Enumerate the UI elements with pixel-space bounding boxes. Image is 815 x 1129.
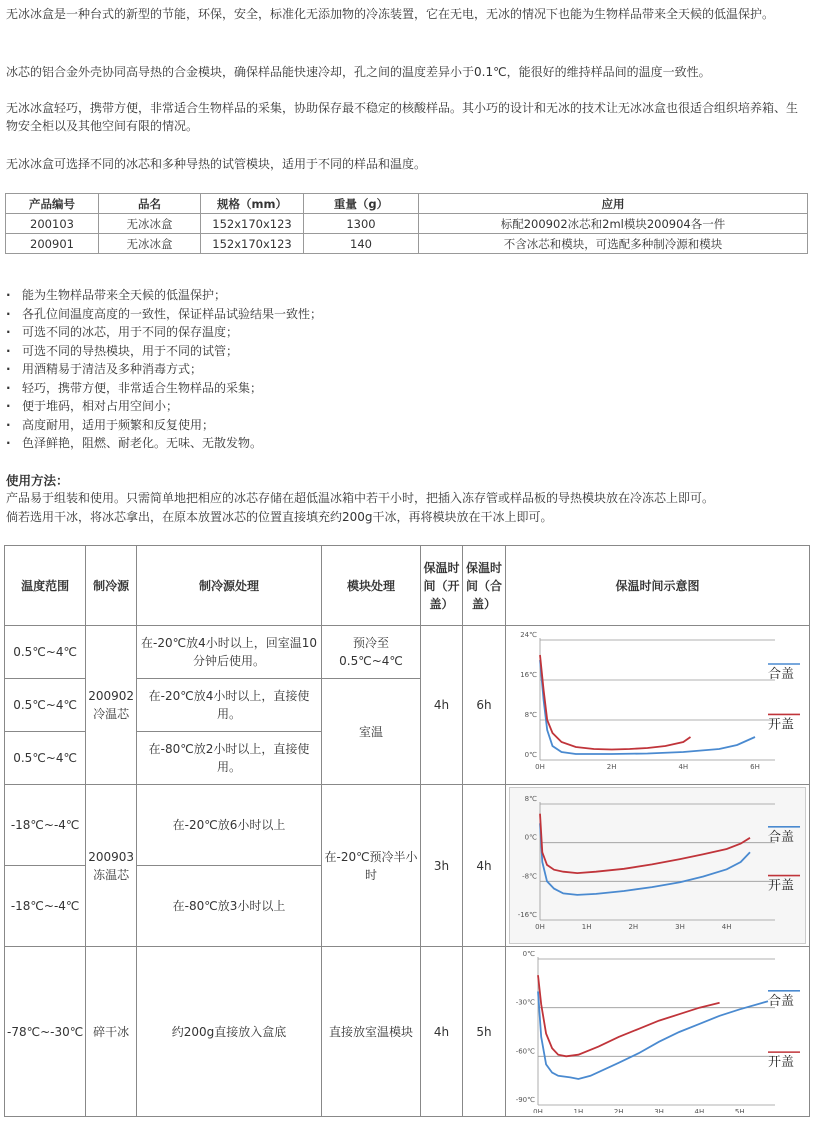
x-tick-label: 5H [734,1107,745,1113]
usage-title: 使用方法： [6,473,69,488]
legend-label: 合盖 [768,829,795,845]
y-tick-label: 8℃ [524,795,538,803]
spec-cell: 140 [304,234,419,254]
cooling-header: 保温时间（开盖） [421,546,463,626]
y-tick-label: -30℃ [515,998,536,1007]
feature-item: · 各孔位间温度高度的一致性，保证样品试验结果一致性； [6,305,322,324]
module-treatment-cell: 室温 [322,679,421,785]
x-tick-label: 3H [654,1107,664,1113]
spec-header: 品名 [99,194,201,214]
temp-range-cell: 0.5℃~4℃ [5,626,86,679]
temp-range-cell: -78℃~-30℃ [5,947,86,1117]
series-line-closed [540,660,755,754]
feature-item: · 便于堆码，相对占用空间小； [6,397,322,416]
y-tick-label: -60℃ [515,1046,536,1055]
temp-range-cell: 0.5℃~4℃ [5,732,86,785]
legend-label: 合盖 [768,666,795,682]
x-tick-label: 4H [694,1107,705,1113]
legend-label: 开盖 [768,716,795,732]
x-tick-label: 0H [533,1107,543,1113]
usage-line-2: 倘若选用干冰，将冰芯拿出，在原本放置冰芯的位置直接填充约200g干冰，再将模块放在干冰上即可。 [6,510,553,524]
feature-item: · 能为生物样品带来全天候的低温保护； [6,286,322,305]
legend-label: 开盖 [768,878,795,894]
feature-item: · 可选不同的冰芯，用于不同的保存温度； [6,323,322,342]
open-time-cell: 4h [421,947,463,1117]
spec-cell: 152x170x123 [201,214,304,234]
y-tick-label: 0℃ [524,833,538,842]
spec-cell: 200901 [6,234,99,254]
y-tick-label: -16℃ [517,911,538,919]
x-tick-label: 2H [613,1107,624,1113]
spec-cell: 200103 [6,214,99,234]
spec-cell: 不含冰芯和模块，可选配多种制冷源和模块 [419,234,808,254]
series-line-open [538,975,720,1056]
cooling-header: 制冷源 [86,546,137,626]
temp-range-cell: -18℃~-4℃ [5,785,86,866]
legend-label: 开盖 [768,1054,795,1070]
cooling-header: 温度范围 [5,546,86,626]
y-tick-label: -90℃ [515,1095,536,1104]
spec-cell: 无冰冰盒 [99,214,201,234]
module-treatment-cell: 预冷至 0.5℃~4℃ [322,626,421,679]
y-tick-label: 8℃ [524,710,538,719]
x-tick-label: 3H [675,923,685,931]
spec-header: 规格（mm） [201,194,304,214]
intro-paragraph-3: 无冰冰盒轻巧，携带方便，非常适合生物样品的采集，协助保存最不稳定的核酸样品。其小巧的设计和无冰的技术让无冰冰盒也很适合组织培养箱、生物安全柜以及其他空间有限的情况。 [6,101,799,133]
source-treatment-cell: 在-20℃放4小时以上，回室温10分钟后使用。 [137,626,322,679]
series-line-closed [540,823,750,895]
source-treatment-cell: 在-80℃放3小时以上 [137,866,322,947]
feature-item: · 色泽鲜艳，阻燃、耐老化。无味、无散发物。 [6,434,322,453]
open-time-cell: 3h [421,785,463,947]
cooling-table [4,545,810,1117]
feature-item: · 高度耐用，适用于频繁和反复使用； [6,416,322,435]
cooling-header: 保温时间（合盖） [463,546,506,626]
y-tick-label: 0℃ [522,950,536,958]
spec-header-row [6,194,808,214]
spec-header: 重量（g） [304,194,419,214]
intro-paragraph-1: 无冰冰盒是一种台式的新型的节能，环保，安全，标准化无添加物的冷冻装置，它在无电，无冰的情况下也能为生物样品带来全天候的低温保护。 [6,7,775,21]
closed-time-cell: 6h [463,626,506,785]
y-tick-label: 24℃ [520,630,538,639]
x-tick-label: 1H [581,923,592,931]
feature-list [6,286,322,453]
closed-time-cell: 5h [463,947,506,1117]
temperature-chart-2 [510,788,805,943]
source-treatment-cell: 在-80℃放2小时以上，直接使用。 [137,732,322,785]
cooling-source-cell: 碎干冰 [86,947,137,1117]
cooling-row [5,626,810,679]
spec-row [6,214,808,234]
intro-paragraph-4: 无冰冰盒可选择不同的冰芯和多种导热的试管模块，适用于不同的样品和温度。 [6,157,427,171]
intro-paragraph-2: 冰芯的铝合金外壳协同高导热的合金模块，确保样品能快速冷却，孔之间的温度差异小于0.1℃，能很好的维持样品间的温度一致性。 [6,65,711,79]
x-tick-label: 4H [721,923,732,931]
y-tick-label: 16℃ [520,670,538,679]
x-tick-label: 0H [535,923,545,931]
x-tick-label: 2H [628,923,639,931]
source-treatment-cell: 在-20℃放4小时以上，直接使用。 [137,679,322,732]
spec-cell: 152x170x123 [201,234,304,254]
feature-item: · 轻巧，携带方便，非常适合生物样品的采集； [6,379,322,398]
source-treatment-cell: 约200g直接放入盒底 [137,947,322,1117]
series-line-open [540,814,750,873]
spec-table [5,193,808,254]
spec-row [6,234,808,254]
usage-line-1: 产品易于组装和使用。只需简单地把相应的冰芯存储在超低温冰箱中若干小时，把插入冻存管或样品板的导热模块放在冷冻芯上即可。 [6,491,715,505]
x-tick-label: 1H [573,1107,584,1113]
temperature-chart-1 [510,628,805,783]
chart-cell-2 [506,785,810,947]
y-tick-label: -8℃ [522,872,538,881]
cooling-header: 制冷源处理 [137,546,322,626]
spec-header: 产品编号 [6,194,99,214]
cooling-header: 保温时间示意图 [506,546,810,626]
module-treatment-cell: 在-20℃预冷半小时 [322,785,421,947]
cooling-source-cell: 200903冻温芯 [86,785,137,947]
x-tick-label: 2H [606,762,617,771]
y-tick-label: 0℃ [524,750,538,759]
series-line-closed [538,991,768,1079]
cooling-row [5,947,810,1117]
x-tick-label: 0H [535,762,545,771]
temp-range-cell: -18℃~-4℃ [5,866,86,947]
closed-time-cell: 4h [463,785,506,947]
feature-item: · 可选不同的导热模块，用于不同的试管； [6,342,322,361]
spec-cell: 无冰冰盒 [99,234,201,254]
cooling-header: 模块处理 [322,546,421,626]
x-tick-label: 4H [678,762,689,771]
spec-header: 应用 [419,194,808,214]
source-treatment-cell: 在-20℃放6小时以上 [137,785,322,866]
feature-item: · 用酒精易于清洁及多种消毒方式； [6,360,322,379]
series-line-open [540,655,691,750]
temperature-chart-3 [510,951,805,1113]
spec-cell: 1300 [304,214,419,234]
chart-cell-1 [506,626,810,785]
module-treatment-cell: 直接放室温模块 [322,947,421,1117]
spec-cell: 标配200902冰芯和2ml模块200904各一件 [419,214,808,234]
cooling-header-row [5,546,810,626]
x-tick-label: 6H [750,762,760,771]
cooling-row [5,785,810,866]
temp-range-cell: 0.5℃~4℃ [5,679,86,732]
open-time-cell: 4h [421,626,463,785]
legend-label: 合盖 [768,993,795,1009]
chart-cell-3 [506,947,810,1117]
cooling-source-cell: 200902冷温芯 [86,626,137,785]
